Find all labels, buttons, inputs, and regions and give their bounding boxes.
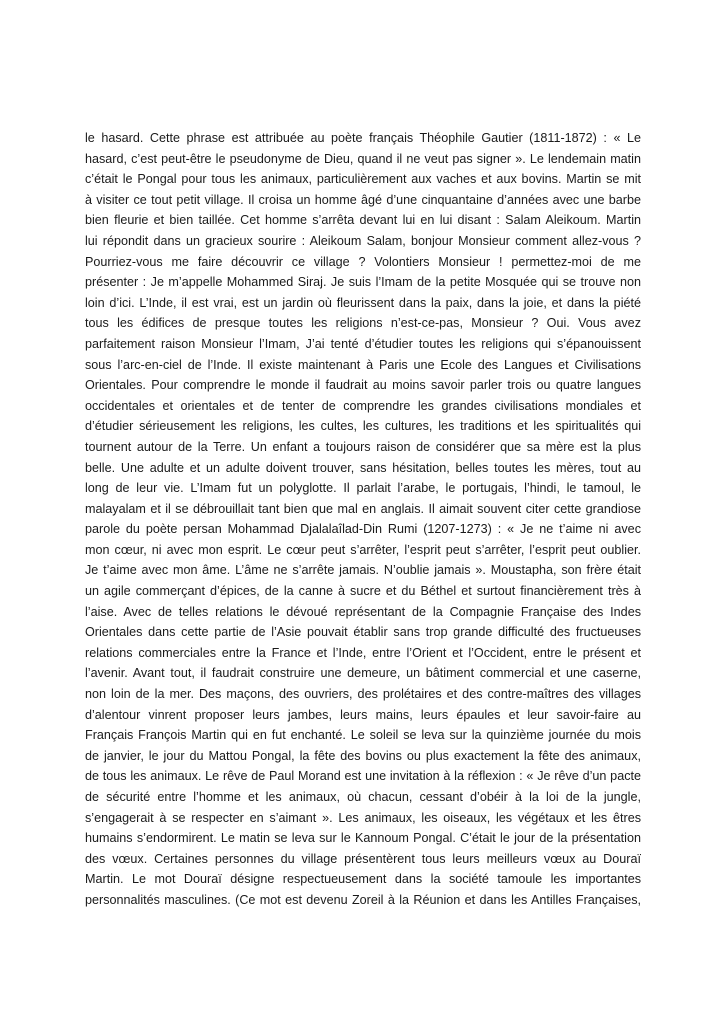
text-line-content: hasard, c’est peut-être le pseudonyme de Dieu, quand il ne veut pas signer ». Le lendemain matin: [85, 151, 641, 166]
text-line: [85, 334, 641, 355]
text-line-content: tournent autour de la Terre. Un enfant a toujours raison de considérer que sa mère est la plus: [85, 439, 641, 454]
text-line: [85, 458, 641, 479]
text-line: [85, 622, 641, 643]
text-line: [85, 272, 641, 293]
text-line-content: l’aise. Avec de telles relations le dévoué représentant de la Compagnie Française des Indes: [85, 604, 641, 619]
text-line: [85, 293, 641, 314]
text-line-content: l’avenir. Avant tout, il faudrait construire une demeure, un bâtiment commercial et une caserne,: [85, 666, 641, 681]
text-line-content: s’engagerait à se respecter en s’aimant ». Les animaux, les oiseaux, les végétaux et les êtres: [85, 810, 641, 825]
text-line: [85, 355, 641, 376]
body-text: [85, 128, 641, 911]
text-line-content: de sécurité entre l’homme et les animaux, où chacun, cessant d’obéir à la loi de la jungle,: [85, 790, 641, 804]
text-line: [85, 149, 641, 170]
text-line: [85, 478, 641, 499]
text-line: [85, 828, 641, 849]
text-line: [85, 416, 641, 437]
text-line-content: personnalités masculines. (Ce mot est devenu Zoreil à la Réunion et dans les Antilles Françaises,: [85, 892, 641, 907]
text-line-content: bien fleurie et bien taillée. Cet homme s’arrêta devant lui en lui disant : Salam Aleikoum. Martin: [85, 213, 641, 228]
text-line-content: des vœux. Certaines personnes du village présentèrent tous leurs meilleurs vœux au Douraï: [85, 851, 641, 866]
text-line: [85, 519, 641, 540]
text-line-content: d’étudier sérieusement les religions, les cultes, les cultures, les traditions et les spiritualités qui: [85, 419, 641, 434]
text-line: [85, 705, 641, 726]
text-line: [85, 869, 641, 890]
text-line: [85, 643, 641, 664]
text-line-content: Français François Martin qui en fut enchanté. Le soleil se leva sur la quinzième journée du mois: [85, 728, 641, 743]
text-line-content: de janvier, le jour du Mattou Pongal, la fête des bovins ou plus exactement la fête des animaux,: [85, 748, 641, 763]
text-line: [85, 190, 641, 211]
text-line: [85, 210, 641, 231]
text-line: [85, 437, 641, 458]
text-line-content: Orientales dans cette partie de l’Asie pouvait établir sans trop grande difficulté des fructueuses: [85, 625, 641, 640]
text-line-content: sous l’arc-en-ciel de l’Inde. Il existe maintenant à Paris une Ecole des Langues et Civilisations: [85, 357, 641, 372]
text-line-content: loin d’ici. L’Inde, il est vrai, est un jardin où fleurissent dans la paix, dans la joie, et dans la piété: [85, 295, 641, 310]
text-line: [85, 252, 641, 273]
text-line: [85, 808, 641, 829]
text-line: [85, 766, 641, 787]
text-line-content: long de leur vie. L’Imam fut un polyglotte. Il parlait l’arabe, le portugais, l’hindi, le tamoul, le: [85, 481, 641, 496]
text-line-content: à visiter ce tout petit village. Il croisa un homme âgé d’une cinquantaine d’années avec une barbe: [85, 192, 641, 207]
text-line-content: humains s’endormirent. Le matin se leva sur le Kannoum Pongal. C’était le jour de la présentation: [85, 831, 641, 846]
text-line: [85, 746, 641, 767]
text-line-content: relations commerciales entre la France et l’Inde, entre l’Orient et l’Occident, entre le présent et: [85, 645, 641, 660]
text-line: [85, 231, 641, 252]
text-line-content: parfaitement raison Monsieur l’Imam, J’ai tenté d’étudier toutes les religions qui s’épanouissent: [85, 336, 641, 351]
text-line: [85, 540, 641, 561]
text-line-content: Martin. Le mot Douraï désigne respectueusement dans la société tamoule les importantes: [85, 872, 641, 887]
text-line: [85, 313, 641, 334]
text-line: [85, 169, 641, 190]
text-line-content: non loin de la mer. Des maçons, des ouvriers, des prolétaires et des contre-maîtres des villages: [85, 687, 641, 702]
text-line: [85, 684, 641, 705]
text-line-content: Orientales. Pour comprendre le monde il faudrait au moins savoir parler trois ou quatre langues: [85, 378, 641, 393]
text-line-content: parole du poète persan Mohammad Djalalaîlad-Din Rumi (1207-1273) : « Je ne t’aime ni avec: [85, 522, 641, 537]
text-line-content: présenter : Je m’appelle Mohammed Siraj. Je suis l’Imam de la petite Mosquée qui se trouve non: [85, 275, 641, 290]
text-line: [85, 849, 641, 870]
text-line-content: Je t’aime avec mon âme. L’âme ne s’arrête jamais. N’oublie jamais ». Moustapha, son frère était: [85, 563, 641, 578]
text-line-content: d’alentour vinrent proposer leurs jambes, leurs mains, leurs épaules et leur savoir-faire au: [85, 707, 641, 722]
text-line-content: tous les édifices de presque toutes les religions n’est-ce-pas, Monsieur ? Oui. Vous avez: [85, 316, 641, 331]
text-line: [85, 787, 641, 808]
text-line: [85, 890, 641, 911]
text-line-content: mon cœur, ni avec mon esprit. Le cœur peut s’arrêter, l’esprit peut s’arrêter, l’esprit peut oublier.: [85, 542, 641, 557]
text-line: [85, 663, 641, 684]
text-line-content: Pourriez-vous me faire découvrir ce village ? Volontiers Monsieur ! permettez-moi de me: [85, 254, 641, 269]
text-line-content: occidentales et orientales et de tenter de comprendre les grandes civilisations mondiales et: [85, 398, 641, 413]
text-line-content: le hasard. Cette phrase est attribuée au poète français Théophile Gautier (1811-1872) : « Le: [85, 131, 641, 145]
text-line: [85, 396, 641, 417]
text-line-content: c’était le Pongal pour tous les animaux, particulièrement aux vaches et aux bovins. Martin se mit: [85, 172, 641, 187]
text-line: [85, 499, 641, 520]
text-line-content: de tous les animaux. Le rêve de Paul Morand est une invitation à la réflexion : « Je rêve d’un pacte: [85, 769, 641, 784]
text-line-content: lui répondit dans un gracieux sourire : Aleikoum Salam, bonjour Monsieur comment allez-vous ?: [85, 233, 641, 248]
text-line: [85, 560, 641, 581]
text-line-content: malayalam et il se débrouillait tant bien que mal en anglais. Il aimait souvent citer cette grandiose: [85, 501, 641, 516]
text-line: [85, 375, 641, 396]
text-line-content: belle. Une adulte et un adulte doivent trouver, sans hésitation, belles toutes les mères, tout au: [85, 460, 641, 475]
text-line: [85, 581, 641, 602]
text-line: [85, 602, 641, 623]
text-line: [85, 725, 641, 746]
text-line-content: un agile commerçant d’épices, de la canne à sucre et du Béthel et surtout financièrement très à: [85, 584, 641, 599]
text-line: [85, 128, 641, 149]
